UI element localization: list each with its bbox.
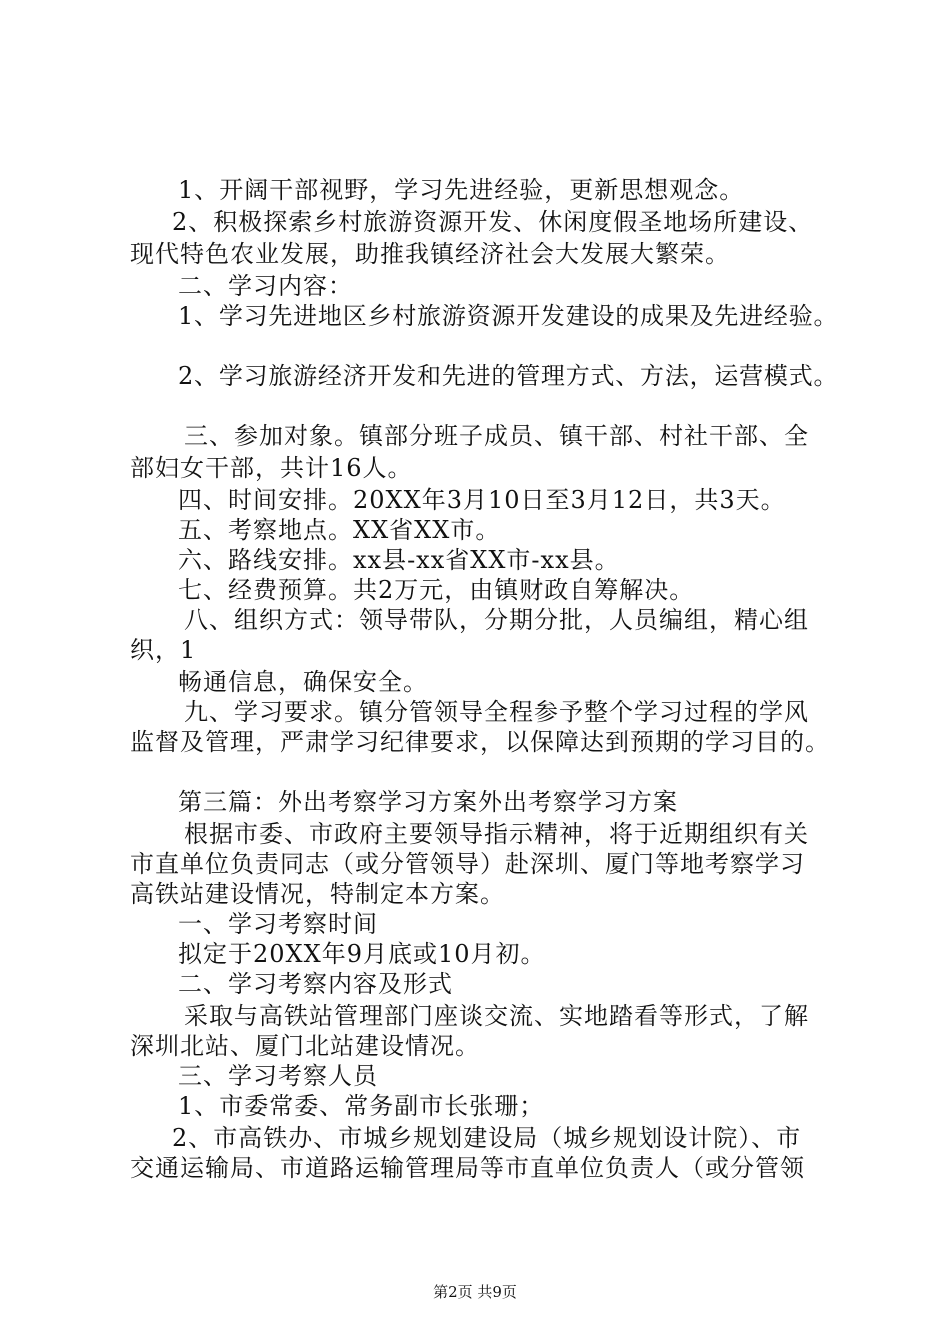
text-line: 深圳北站、厦门北站建设情况。 [130,1032,480,1060]
section-heading: 二、学习内容： [178,272,353,300]
text-line: 织，1 [130,636,197,664]
section-heading: 三、学习考察人员 [178,1062,378,1090]
text-line: 畅通信息，确保安全。 [178,668,428,696]
text-line: 七、经费预算。共2万元，由镇财政自筹解决。 [178,576,695,604]
text-line: 1、开阔干部视野，学习先进经验，更新思想观念。 [178,176,745,204]
text-line: 2、积极探索乡村旅游资源开发、休闲度假圣地场所建设、 [172,208,814,236]
text-line: 监督及管理，严肃学习纪律要求，以保障达到预期的学习目的。 [130,728,830,756]
text-line: 交通运输局、市道路运输管理局等市直单位负责人（或分管领 [130,1154,805,1182]
text-line: 2、学习旅游经济开发和先进的管理方式、方法，运营模式。 [178,362,839,390]
section-heading: 二、学习考察内容及形式 [178,970,453,998]
text-line: 九、学习要求。镇分管领导全程参予整个学习过程的学风 [184,698,809,726]
text-line: 市直单位负责同志（或分管领导）赴深圳、厦门等地考察学习 [130,850,805,878]
text-line: 五、考察地点。XX省XX市。 [178,516,501,544]
text-line: 三、参加对象。镇部分班子成员、镇干部、村社干部、全 [184,422,809,450]
text-line: 1、学习先进地区乡村旅游资源开发建设的成果及先进经验。 [178,302,839,330]
text-line: 根据市委、市政府主要领导指示精神，将于近期组织有关 [184,820,809,848]
text-line: 部妇女干部，共计16人。 [130,454,413,482]
text-line: 现代特色农业发展，助推我镇经济社会大发展大繁荣。 [130,240,730,268]
text-line: 四、时间安排。20XX年3月10日至3月12日，共3天。 [178,486,786,514]
chapter-title: 第三篇：外出考察学习方案外出考察学习方案 [178,788,678,816]
text-line: 拟定于20XX年9月底或10月初。 [178,940,546,968]
text-line: 采取与高铁站管理部门座谈交流、实地踏看等形式，了解 [184,1002,809,1030]
text-line: 高铁站建设情况，特制定本方案。 [130,880,505,908]
text-line: 六、路线安排。xx县-xx省XX市-xx县。 [178,546,620,574]
section-heading: 一、学习考察时间 [178,910,378,938]
text-line: 2、市高铁办、市城乡规划建设局（城乡规划设计院）、市 [172,1124,802,1152]
text-line: 八、组织方式：领导带队，分期分批，人员编组，精心组 [184,606,809,634]
text-line: 1、市委常委、常务副市长张珊； [178,1092,545,1120]
page-footer: 第2页 共9页 [433,1283,517,1301]
